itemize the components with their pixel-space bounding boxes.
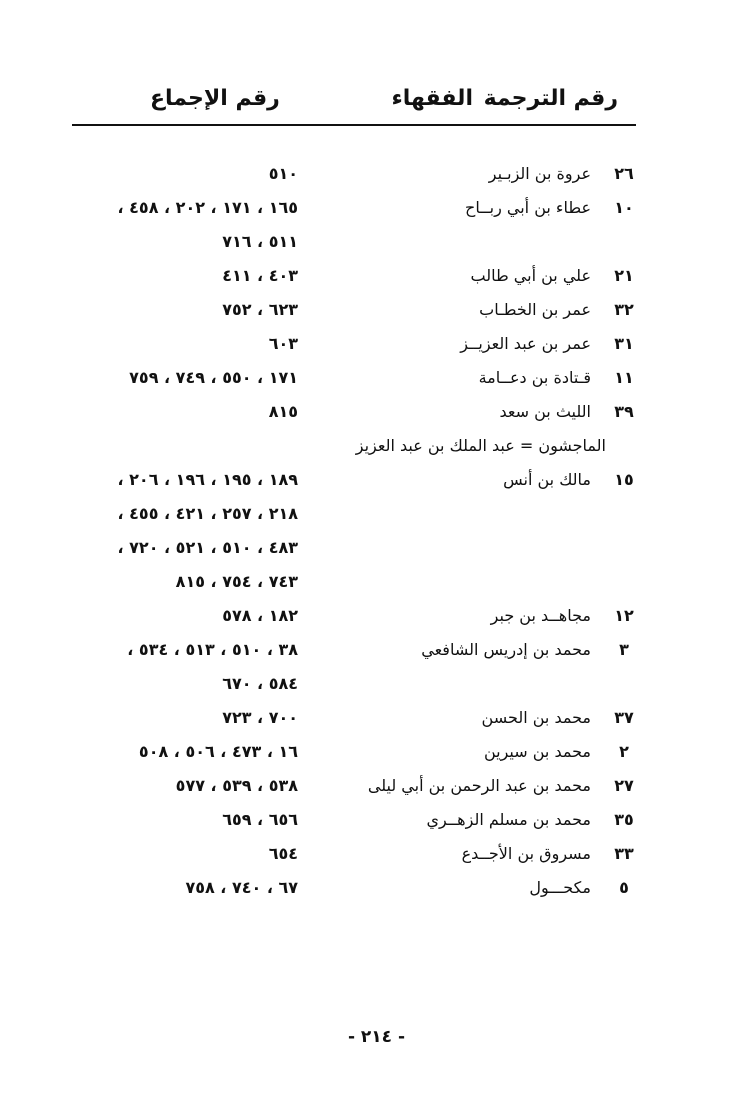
index-row xyxy=(0,225,753,259)
biography-number: ٣٣ xyxy=(614,844,634,863)
consensus-numbers: ٦٧ ، ٧٤٠ ، ٧٥٨ xyxy=(185,878,298,897)
header-name-column: الفقهاء xyxy=(391,86,473,111)
consensus-numbers: ٥١٠ xyxy=(268,164,298,183)
index-row xyxy=(0,769,753,803)
jurist-name: الليث بن سعد xyxy=(499,402,591,421)
consensus-numbers: ١٧١ ، ٥٥٠ ، ٧٤٩ ، ٧٥٩ xyxy=(129,368,298,387)
index-row xyxy=(0,633,753,667)
biography-number: ٣٢ xyxy=(614,300,634,319)
consensus-numbers: ٤٠٣ ، ٤١١ xyxy=(222,266,298,285)
jurist-name: مالك بن أنس xyxy=(503,470,591,489)
consensus-numbers: ٧٤٣ ، ٧٥٤ ، ٨١٥ xyxy=(175,572,298,591)
index-row xyxy=(0,327,753,361)
index-row xyxy=(0,157,753,191)
consensus-numbers: ١٦٥ ، ١٧١ ، ٢٠٢ ، ٤٥٨ ، xyxy=(117,198,298,217)
jurist-name: محمد بن الحسن xyxy=(481,708,591,727)
biography-number: ٢٦ xyxy=(614,164,634,183)
index-rows xyxy=(0,157,753,905)
consensus-numbers: ٨١٥ xyxy=(268,402,298,421)
biography-number: ١٥ xyxy=(614,470,634,489)
consensus-numbers: ٤٨٣ ، ٥١٠ ، ٥٢١ ، ٧٢٠ ، xyxy=(117,538,298,557)
consensus-numbers: ٦٢٣ ، ٧٥٢ xyxy=(222,300,298,319)
index-row xyxy=(0,871,753,905)
consensus-numbers: ٢١٨ ، ٢٥٧ ، ٤٢١ ، ٤٥٥ ، xyxy=(117,504,298,523)
biography-number: ٣٥ xyxy=(614,810,634,829)
index-row xyxy=(0,395,753,429)
index-row xyxy=(0,565,753,599)
index-row xyxy=(0,191,753,225)
biography-number: ٢ xyxy=(619,742,629,761)
biography-number: ٥ xyxy=(619,878,629,897)
index-row xyxy=(0,599,753,633)
index-row xyxy=(0,531,753,565)
biography-number: ١١ xyxy=(614,368,634,387)
index-row xyxy=(0,361,753,395)
consensus-numbers: ٥١١ ، ٧١٦ xyxy=(222,232,298,251)
biography-number: ٣٩ xyxy=(614,402,634,421)
jurist-name: قـتادة بن دعــامة xyxy=(478,368,591,387)
index-row xyxy=(0,701,753,735)
consensus-numbers: ١٨٩ ، ١٩٥ ، ١٩٦ ، ٢٠٦ ، xyxy=(117,470,298,489)
index-row xyxy=(0,735,753,769)
jurist-name: محمد بن سيرين xyxy=(483,742,591,761)
biography-number: ١٢ xyxy=(614,606,634,625)
index-row xyxy=(0,803,753,837)
jurist-name: الماجشون = عبد الملك بن عبد العزيز xyxy=(355,436,606,455)
jurist-name: محمد بن عبد الرحمن بن أبي ليلى xyxy=(367,776,591,795)
jurist-name: محمد بن مسلم الزهــري xyxy=(426,810,591,829)
biography-number: ٣ xyxy=(619,640,629,659)
consensus-numbers: ٧٠٠ ، ٧٢٣ xyxy=(222,708,298,727)
jurist-name: مجاهــد بن جبر xyxy=(490,606,591,625)
consensus-numbers: ٣٨ ، ٥١٠ ، ٥١٣ ، ٥٣٤ ، xyxy=(127,640,298,659)
jurist-name: عمر بن عبد العزيــز xyxy=(460,334,591,353)
jurist-name: محمد بن إدريس الشافعي xyxy=(421,640,591,659)
biography-number: ٢١ xyxy=(614,266,634,285)
consensus-numbers: ٥٨٤ ، ٦٧٠ xyxy=(222,674,298,693)
jurist-name: عطاء بن أبي ربــاح xyxy=(465,198,591,217)
consensus-numbers: ١٨٢ ، ٥٧٨ xyxy=(222,606,298,625)
jurist-name: مسروق بن الأجــدع xyxy=(461,844,591,863)
consensus-numbers: ٦٠٣ xyxy=(268,334,298,353)
jurist-name: عمر بن الخطـاب xyxy=(479,300,591,319)
consensus-numbers: ٦٥٦ ، ٦٥٩ xyxy=(222,810,298,829)
jurist-name: مكحـــول xyxy=(529,878,591,897)
index-row xyxy=(0,293,753,327)
page-number: - ٢١٤ - xyxy=(347,1027,406,1047)
consensus-numbers: ١٦ ، ٤٧٣ ، ٥٠٦ ، ٥٠٨ xyxy=(138,742,298,761)
biography-number: ٢٧ xyxy=(614,776,634,795)
index-row xyxy=(0,497,753,531)
index-row xyxy=(0,463,753,497)
biography-number: ٣٧ xyxy=(614,708,634,727)
header-divider xyxy=(72,124,636,126)
header-refs-column: رقم الإجماع xyxy=(150,86,280,111)
consensus-numbers: ٦٥٤ xyxy=(268,844,298,863)
biography-number: ١٠ xyxy=(614,198,634,217)
consensus-numbers: ٥٣٨ ، ٥٣٩ ، ٥٧٧ xyxy=(175,776,298,795)
jurist-name: عروة بن الزبـير xyxy=(488,164,591,183)
header-number-column: رقم الترجمة xyxy=(483,86,618,111)
index-row xyxy=(0,667,753,701)
index-row xyxy=(0,429,753,463)
index-row xyxy=(0,259,753,293)
index-row xyxy=(0,837,753,871)
biography-number: ٣١ xyxy=(614,334,634,353)
jurist-name: علي بن أبي طالب xyxy=(470,266,591,285)
